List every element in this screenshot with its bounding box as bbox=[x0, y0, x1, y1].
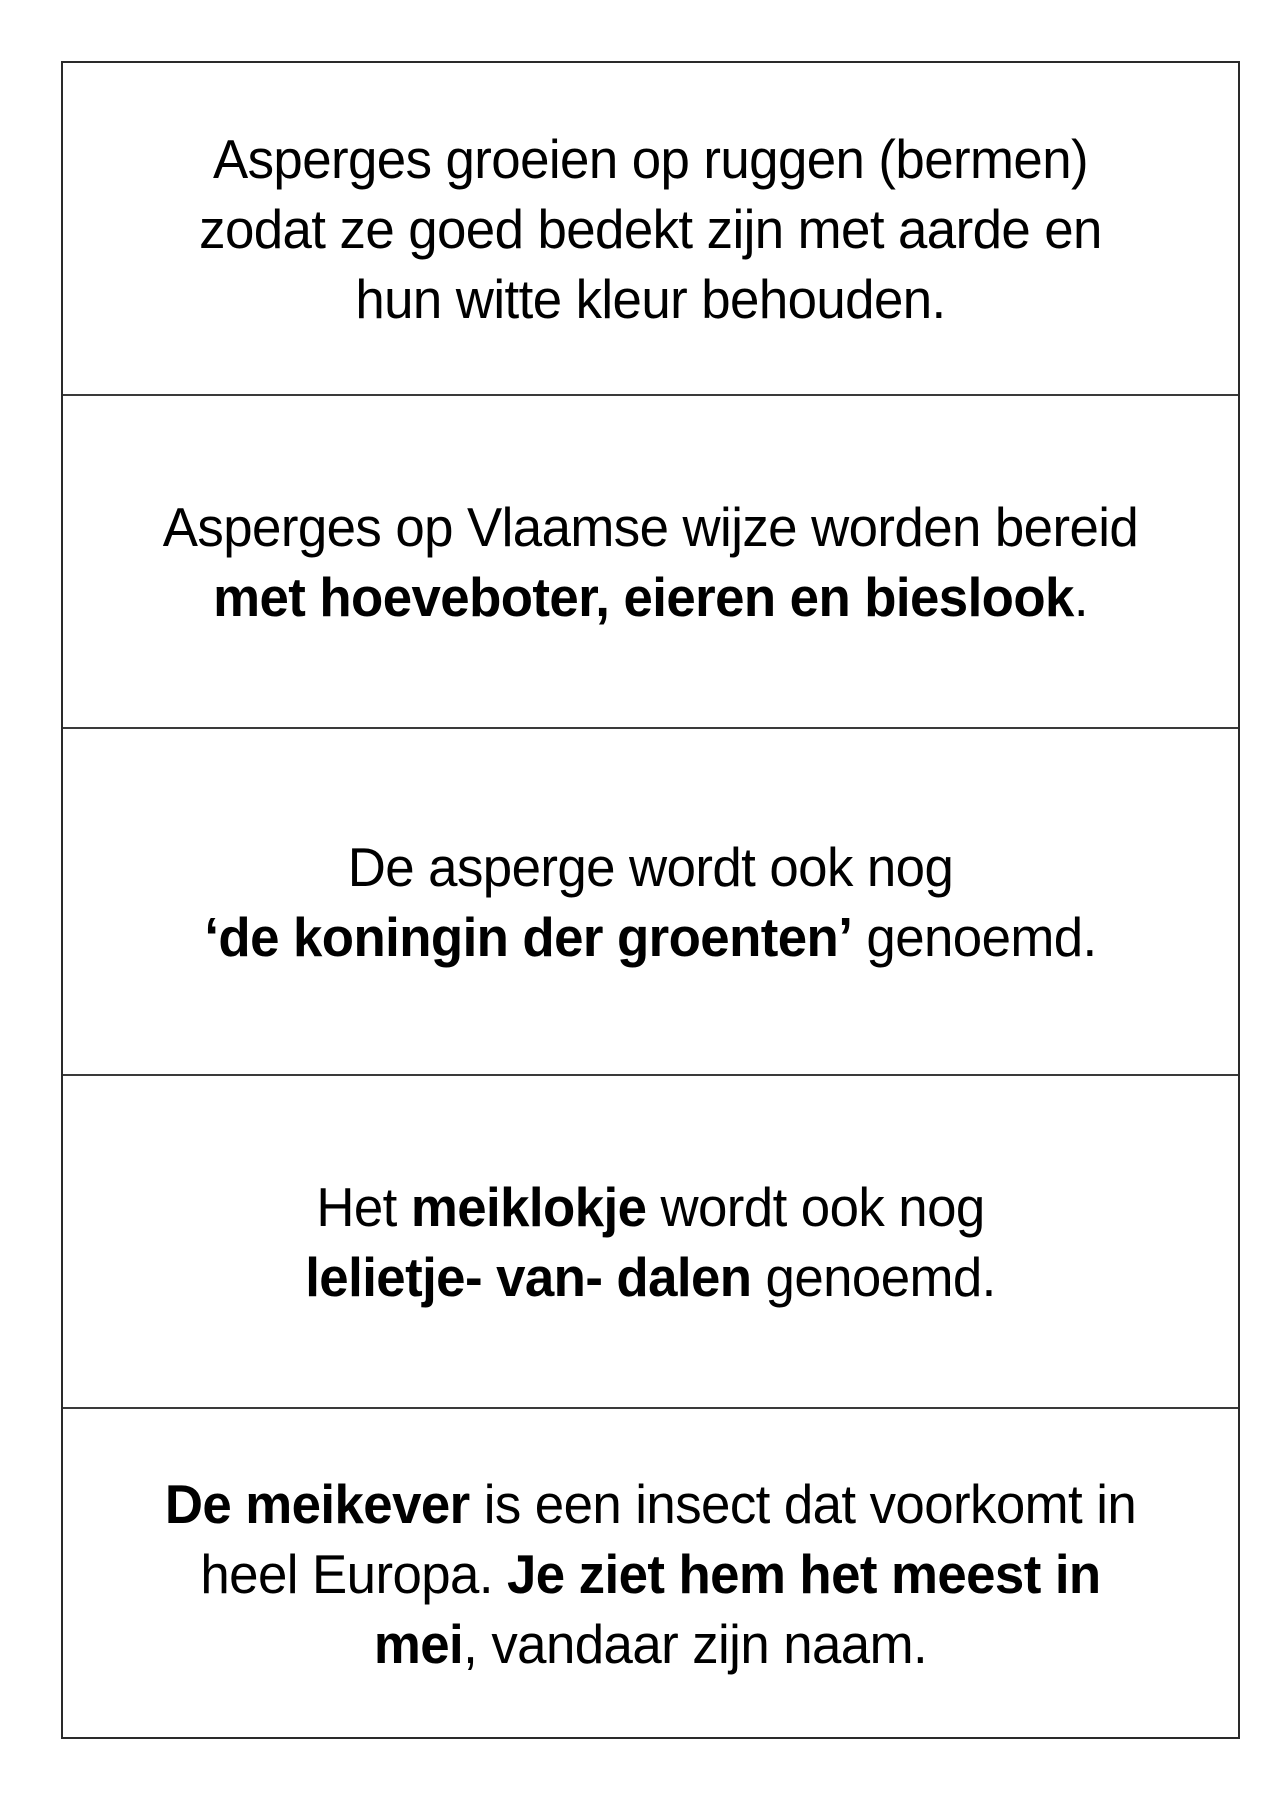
card-5 bbox=[63, 1409, 1238, 1739]
text-line bbox=[87, 1172, 1215, 1242]
card-text bbox=[87, 1469, 1215, 1679]
text: wordt ook nog bbox=[646, 1175, 985, 1238]
text-line bbox=[87, 562, 1215, 632]
text: hun witte kleur behouden. bbox=[355, 267, 946, 330]
bold-text: meiklokje bbox=[410, 1175, 647, 1238]
text: Het bbox=[316, 1175, 411, 1238]
text-line bbox=[87, 194, 1215, 264]
bold-text: lelietje- van- dalen bbox=[305, 1245, 752, 1308]
text: zodat ze goed bedekt zijn met aarde en bbox=[199, 197, 1102, 260]
text-line bbox=[87, 264, 1215, 334]
text: is een insect dat voorkomt in bbox=[469, 1473, 1137, 1535]
card-text bbox=[87, 1172, 1215, 1312]
text-line bbox=[87, 1469, 1215, 1539]
text: genoemd. bbox=[852, 905, 1097, 968]
text-line bbox=[87, 1609, 1215, 1679]
card-text bbox=[87, 124, 1215, 334]
card-4 bbox=[63, 1076, 1238, 1409]
bold-text: mei bbox=[373, 1613, 464, 1675]
text: heel Europa. bbox=[200, 1543, 508, 1605]
text-line bbox=[87, 1539, 1215, 1609]
text: . bbox=[1073, 565, 1088, 628]
card-2 bbox=[63, 396, 1238, 729]
text-line bbox=[87, 124, 1215, 194]
text: De asperge wordt ook nog bbox=[347, 835, 954, 898]
text: genoemd. bbox=[751, 1245, 996, 1308]
card-sheet bbox=[61, 61, 1240, 1739]
card-text bbox=[87, 832, 1215, 972]
bold-text: met hoeveboter, eieren en bieslook bbox=[213, 565, 1074, 628]
bold-text: De meikever bbox=[164, 1473, 470, 1535]
text: Asperges groeien op ruggen (bermen) bbox=[212, 127, 1089, 190]
text-line bbox=[87, 492, 1215, 562]
text-line bbox=[87, 902, 1215, 972]
text: , vandaar zijn naam. bbox=[463, 1613, 928, 1675]
text-line bbox=[87, 1242, 1215, 1312]
bold-text: Je ziet hem het meest in bbox=[507, 1543, 1101, 1605]
text: Asperges op Vlaamse wijze worden bereid bbox=[162, 495, 1139, 558]
card-1 bbox=[63, 63, 1238, 396]
card-3 bbox=[63, 729, 1238, 1076]
bold-text: ‘de koningin der groenten’ bbox=[204, 905, 853, 968]
text-line bbox=[87, 832, 1215, 902]
card-text bbox=[87, 492, 1215, 632]
